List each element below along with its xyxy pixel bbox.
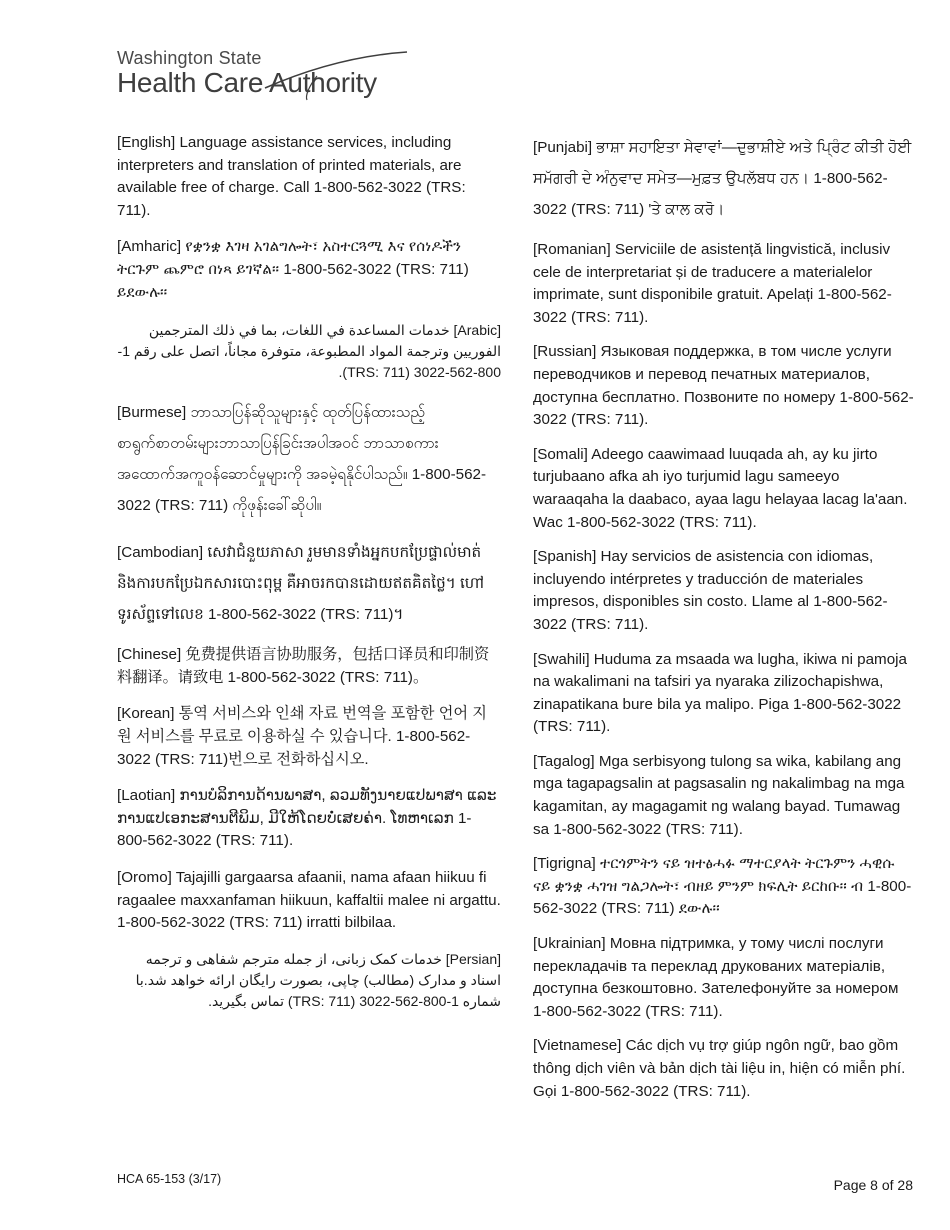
entry-somali: [Somali] Adeego caawimaad luuqada ah, ay ku jirto turjubaano afka ah iyo turjumid lagu sameeyo waraaqaha la daabaco, ayaa lagu helayaa lacag la'aan. Wac 1-800-562-3022 (TRS: 711).	[533, 445, 908, 531]
entry-punjabi: [Punjabi] ਭਾਸ਼ਾ ਸਹਾਇਤਾ ਸੇਵਾਵਾਂ—ਦੁਭਾਸ਼ੀਏ ਅਤੇ ਪ੍ਰਿੰਟ ਕੀਤੀ ਹੋਈ ਸਮੱਗਰੀ ਦੇ ਅੰਨੁਵਾਦ ਸਮੇਤ—ਮੁਫ਼ਤ ਉਪਲੱਬਧ ਹਨ। 1-800-562-3022 (TRS: 711) 'ਤੇ ਕਾਲ ਕਰੋ।	[533, 139, 912, 218]
entry-english: [English] Language assistance services, including interpreters and translation of printed materials, are available free of charge. Call 1-800-562-3022 (TRS: 711).	[117, 134, 466, 219]
page-number: Page 8 of 28	[833, 1177, 913, 1193]
entry-tigrigna: [Tigrigna] ተርጎምትን ናይ ዝተፅሓፉ ማተርያላት ትርጉምን ሓዊሱ ናይ ቋንቋ ሓገዝ ግልጋሎት፣ ብዘይ ምንም ክፍሊት ይርከቡ፡፡ ብ 1-800-562-3022 (TRS: 711) ደውሉ፡፡	[533, 855, 912, 918]
entry-persian: [Persian] خدمات کمک زبانی، از جمله مترجم شفاهی و ترجمه اسناد و مدارک (مطالب) چاپی، بصورت رایگان ارائه خواهد شد.با شماره 1-800-562-3022 (TRS: 711) تماس بگیرید.	[135, 950, 501, 1009]
entry-arabic: [Arabic] خدمات المساعدة في اللغات، بما في ذلك المترجمين الفوريين وترجمة المواد المطبوعة، متوفرة مجاناً، اتصل على رقم 1-800-562-3022 (TRS: 711).	[117, 322, 501, 381]
entry-cambodian: [Cambodian] សេវាជំនួយភាសា រួមមានទាំងអ្នកបកប្រែផ្ទាល់មាត់ និងការបកប្រែឯកសារបោះពុម្ព គឺអាចរកបានដោយឥតគិតថ្លៃ។ ហៅទូរស័ព្ទទៅលេខ 1-800-562-3022 (TRS: 711)។	[117, 544, 485, 624]
entry-vietnamese: [Vietnamese] Các dịch vụ trợ giúp ngôn ngữ, bao gồm thông dịch viên và bản dịch tài liệu in, hiện có miễn phí. Gọi 1-800-562-3022 (TRS: 711).	[533, 1037, 906, 1100]
form-number: HCA 65-153 (3/17)	[117, 1172, 222, 1186]
entry-tagalog: [Tagalog] Mga serbisyong tulong sa wika, kabilang ang mga tagapagsalin at pagsasalin ng nakalimbag na mga kagamitan, ay magagamit ng walang bayad. Tumawag sa 1-800-562-3022 (TRS: 711).	[533, 752, 905, 838]
left-column	[117, 132, 501, 1012]
logo-agency-text: Health Care Authority	[117, 67, 377, 98]
entry-spanish: [Spanish] Hay servicios de asistencia con idiomas, incluyendo intérpretes y traducción de materiales impresos, disponibles sin costo. Llame al 1-800-562-3022 (TRS: 711).	[533, 548, 888, 633]
entry-ukrainian: [Ukrainian] Мовна підтримка, у тому числі послуги перекладачів та переклад друкованих матеріалів, доступна безкоштовно. Зателефонуйте за номером 1-800-562-3022 (TRS: 711).	[533, 935, 899, 1020]
entry-laotian: [Laotian] ການບໍລິການດ້ານພາສາ, ລວມທັງນາຍແປພາສາ ແລະ ການແປເອກະສານຕີພິມ, ມີໃຫ້ໂດຍບໍ່ເສຍຄ່າ. ໂທຫາເລກ 1-800-562-3022 (TRS: 711).	[117, 787, 497, 850]
entry-chinese: [Chinese] 免费提供语言协助服务，包括口译员和印制资料翻译。请致电 1-800-562-3022 (TRS: 711)。	[117, 646, 490, 686]
entry-romanian: [Romanian] Serviciile de asistență lingvistică, inclusiv cele de interpretariat și de traducere a materialelor imprimate, sunt disponibile gratuit. Apelați 1-800-562-3022 (TRS: 711).	[533, 241, 892, 326]
entry-russian: [Russian] Языковая поддержка, в том числе услуги переводчиков и перевод печатных материалов, доступна бесплатно. Позвоните по номеру 1-800-562-3022 (TRS: 711).	[533, 343, 914, 429]
entry-swahili: [Swahili] Huduma za msaada wa lugha, ikiwa ni pamoja na wakalimani na tafsiri ya nyaraka zilizochapishwa, zinapatikana bure bila ya malipo. Piga 1-800-562-3022 (TRS: 711).	[533, 650, 907, 736]
logo-state-text: Washington State	[117, 48, 262, 68]
entry-oromo: [Oromo] Tajajilli gargaarsa afaanii, nama afaan hiikuu fi ragaalee maxxanfaman hiikuun, kaffaltii malee ni argattu. 1-800-562-3022 (TRS: 711) irratti bilbilaa.	[117, 868, 501, 932]
entry-burmese: [Burmese] ဘာသာပြန်ဆိုသူများနှင့် ထုတ်ပြန်ထားသည့် စာရွက်စာတမ်းများဘာသာပြန်ခြင်းအပါအဝင် ဘာသာစကားအထောက်အကူဝန်ဆောင်မှုများကို အခမဲ့ရနိုင်ပါသည်။ 1-800-562-3022 (TRS: 711) ကိုဖုန်းခေါ်ဆိုပါ။	[117, 404, 487, 515]
logo-swoosh-icon	[257, 46, 417, 102]
right-column	[533, 132, 915, 1103]
entry-amharic: [Amharic] የቋንቋ እገዛ አገልግሎት፣ አስተርጓሚ እና የሰነዶችን ትርጉም ጨምሮ በነጻ ይገኛል፡፡ 1-800-562-3022 (TRS: 711) ይደውሉ፡፡	[117, 238, 469, 301]
hca-logo	[117, 46, 417, 102]
entry-korean: [Korean] 통역 서비스와 인쇄 자료 번역을 포함한 언어 지원 서비스를 무료로 이용하실 수 있습니다. 1-800-562-3022 (TRS: 711)번으로 전화하십시오.	[117, 705, 487, 768]
